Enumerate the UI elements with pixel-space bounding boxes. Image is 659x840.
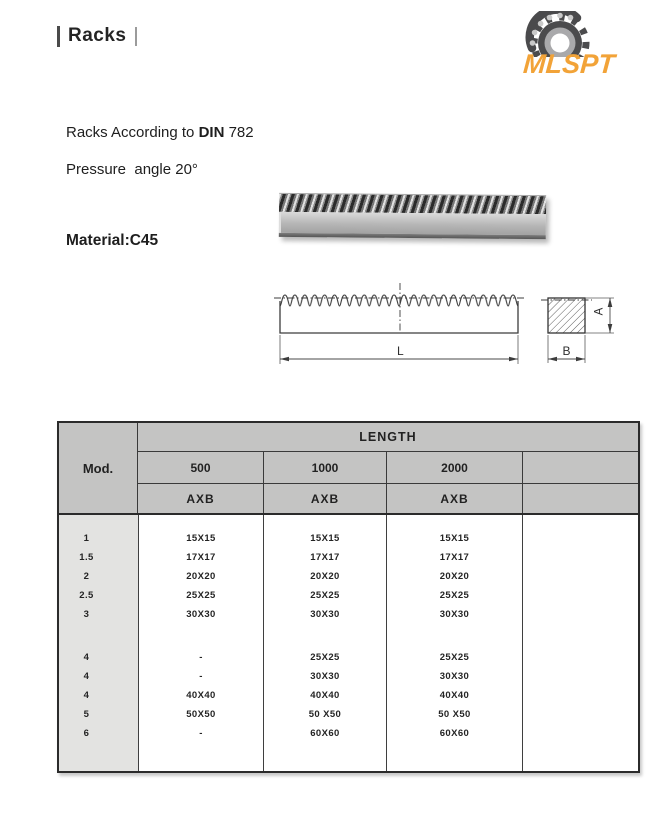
size-cell: 60X60 — [263, 724, 386, 743]
size-table — [57, 421, 640, 773]
page-title-block — [57, 25, 137, 47]
rack-teeth-profile — [280, 293, 518, 307]
arrowhead — [509, 357, 518, 362]
table-row — [59, 686, 638, 705]
size-cell — [263, 624, 386, 648]
width-dimension-label: B — [562, 344, 571, 358]
size-cell: 30X30 — [386, 667, 522, 686]
din-line-post: 782 — [224, 124, 254, 141]
size-cell — [522, 529, 638, 548]
title-right-bar — [135, 27, 137, 46]
arrowhead — [608, 298, 613, 307]
title-left-bar — [57, 26, 60, 47]
length-2000-header: 2000 — [386, 452, 522, 484]
size-cell: 20X20 — [138, 567, 263, 586]
mod-cell: 4 — [59, 667, 138, 686]
size-cell: 17X17 — [263, 548, 386, 567]
length-500-header: 500 — [138, 452, 263, 484]
size-cell: 17X17 — [138, 548, 263, 567]
din-line-pre: Racks According to — [66, 124, 199, 141]
size-cell — [138, 515, 263, 529]
table-row — [59, 567, 638, 586]
brand-logo — [496, 11, 642, 91]
size-cell — [522, 624, 638, 648]
axb-empty-header — [522, 484, 638, 513]
size-cell — [522, 724, 638, 743]
rack-photo-teeth — [279, 193, 546, 214]
table-row — [59, 548, 638, 567]
page-title: Racks — [68, 25, 127, 46]
size-cell: 50 X50 — [263, 705, 386, 724]
mod-cell: 2 — [59, 567, 138, 586]
size-cell: 25X25 — [263, 648, 386, 667]
size-cell: 50X50 — [138, 705, 263, 724]
size-cell: 25X25 — [263, 586, 386, 605]
mod-cell: 6 — [59, 724, 138, 743]
table-pad-row — [59, 515, 638, 529]
size-cell: 40X40 — [263, 686, 386, 705]
size-cell: 15X15 — [138, 529, 263, 548]
size-cell: - — [138, 667, 263, 686]
table-header — [59, 423, 638, 515]
length-dimension-label: L — [397, 344, 404, 358]
size-cell: 40X40 — [386, 686, 522, 705]
size-cell: 20X20 — [263, 567, 386, 586]
table-row — [59, 605, 638, 624]
size-cell: 20X20 — [386, 567, 522, 586]
size-cell — [522, 586, 638, 605]
table-body — [59, 515, 638, 771]
arrowhead — [280, 357, 289, 362]
arrowhead — [548, 357, 557, 362]
size-cell: - — [138, 724, 263, 743]
table-row — [59, 667, 638, 686]
size-cell: 30X30 — [263, 605, 386, 624]
size-cell — [386, 624, 522, 648]
mod-header-cell: Mod. — [59, 423, 138, 513]
size-cell — [522, 548, 638, 567]
size-cell: 60X60 — [386, 724, 522, 743]
arrowhead — [608, 324, 613, 333]
pressure-angle-line: Pressure angle 20° — [66, 161, 198, 178]
size-cell: 15X15 — [386, 529, 522, 548]
size-cell: 30X30 — [138, 605, 263, 624]
size-cell: 50 X50 — [386, 705, 522, 724]
mod-cell: 4 — [59, 686, 138, 705]
size-cell — [522, 515, 638, 529]
size-cell — [522, 743, 638, 771]
size-cell — [386, 515, 522, 529]
material-line: Material:C45 — [66, 232, 159, 249]
size-cell: 25X25 — [138, 586, 263, 605]
mod-cell: 3 — [59, 605, 138, 624]
rack-photo — [279, 193, 546, 239]
size-cell — [522, 686, 638, 705]
size-cell — [386, 743, 522, 771]
size-cell: 30X30 — [263, 667, 386, 686]
arrowhead — [576, 357, 585, 362]
height-dimension-label: A — [593, 307, 606, 316]
mod-cell — [59, 624, 138, 648]
rack-photo-body — [279, 212, 546, 235]
din-line-bold: DIN — [198, 124, 225, 141]
axb-header: AXB — [386, 484, 522, 513]
mod-cell: 4 — [59, 648, 138, 667]
length-empty-header — [522, 452, 638, 484]
size-cell: - — [138, 648, 263, 667]
length-header-cell: LENGTH — [138, 423, 638, 452]
size-cell — [522, 705, 638, 724]
size-cell — [138, 743, 263, 771]
size-cell — [522, 567, 638, 586]
brand-name: MLSPT — [522, 49, 616, 79]
table-group-spacer — [59, 624, 638, 648]
table-row — [59, 529, 638, 548]
mod-cell: 1.5 — [59, 548, 138, 567]
size-cell: 17X17 — [386, 548, 522, 567]
mod-cell: 5 — [59, 705, 138, 724]
table-row — [59, 586, 638, 605]
table-row — [59, 705, 638, 724]
size-cell — [138, 624, 263, 648]
size-cell — [522, 648, 638, 667]
table-pad-row — [59, 743, 638, 771]
axb-header: AXB — [263, 484, 386, 513]
mod-cell: 2.5 — [59, 586, 138, 605]
table-row — [59, 724, 638, 743]
size-cell: 25X25 — [386, 586, 522, 605]
rack-technical-drawing — [262, 280, 647, 375]
size-cell: 40X40 — [138, 686, 263, 705]
din-standard-line — [66, 124, 254, 141]
size-cell: 15X15 — [263, 529, 386, 548]
size-cell — [522, 605, 638, 624]
length-1000-header: 1000 — [263, 452, 386, 484]
size-cell: 25X25 — [386, 648, 522, 667]
size-cell: 30X30 — [386, 605, 522, 624]
size-cell — [263, 515, 386, 529]
size-cell — [522, 667, 638, 686]
mod-cell — [59, 743, 138, 771]
cross-section — [548, 298, 585, 333]
mod-cell — [59, 515, 138, 529]
size-cell — [263, 743, 386, 771]
mod-cell: 1 — [59, 529, 138, 548]
table-row — [59, 648, 638, 667]
axb-header: AXB — [186, 491, 215, 506]
